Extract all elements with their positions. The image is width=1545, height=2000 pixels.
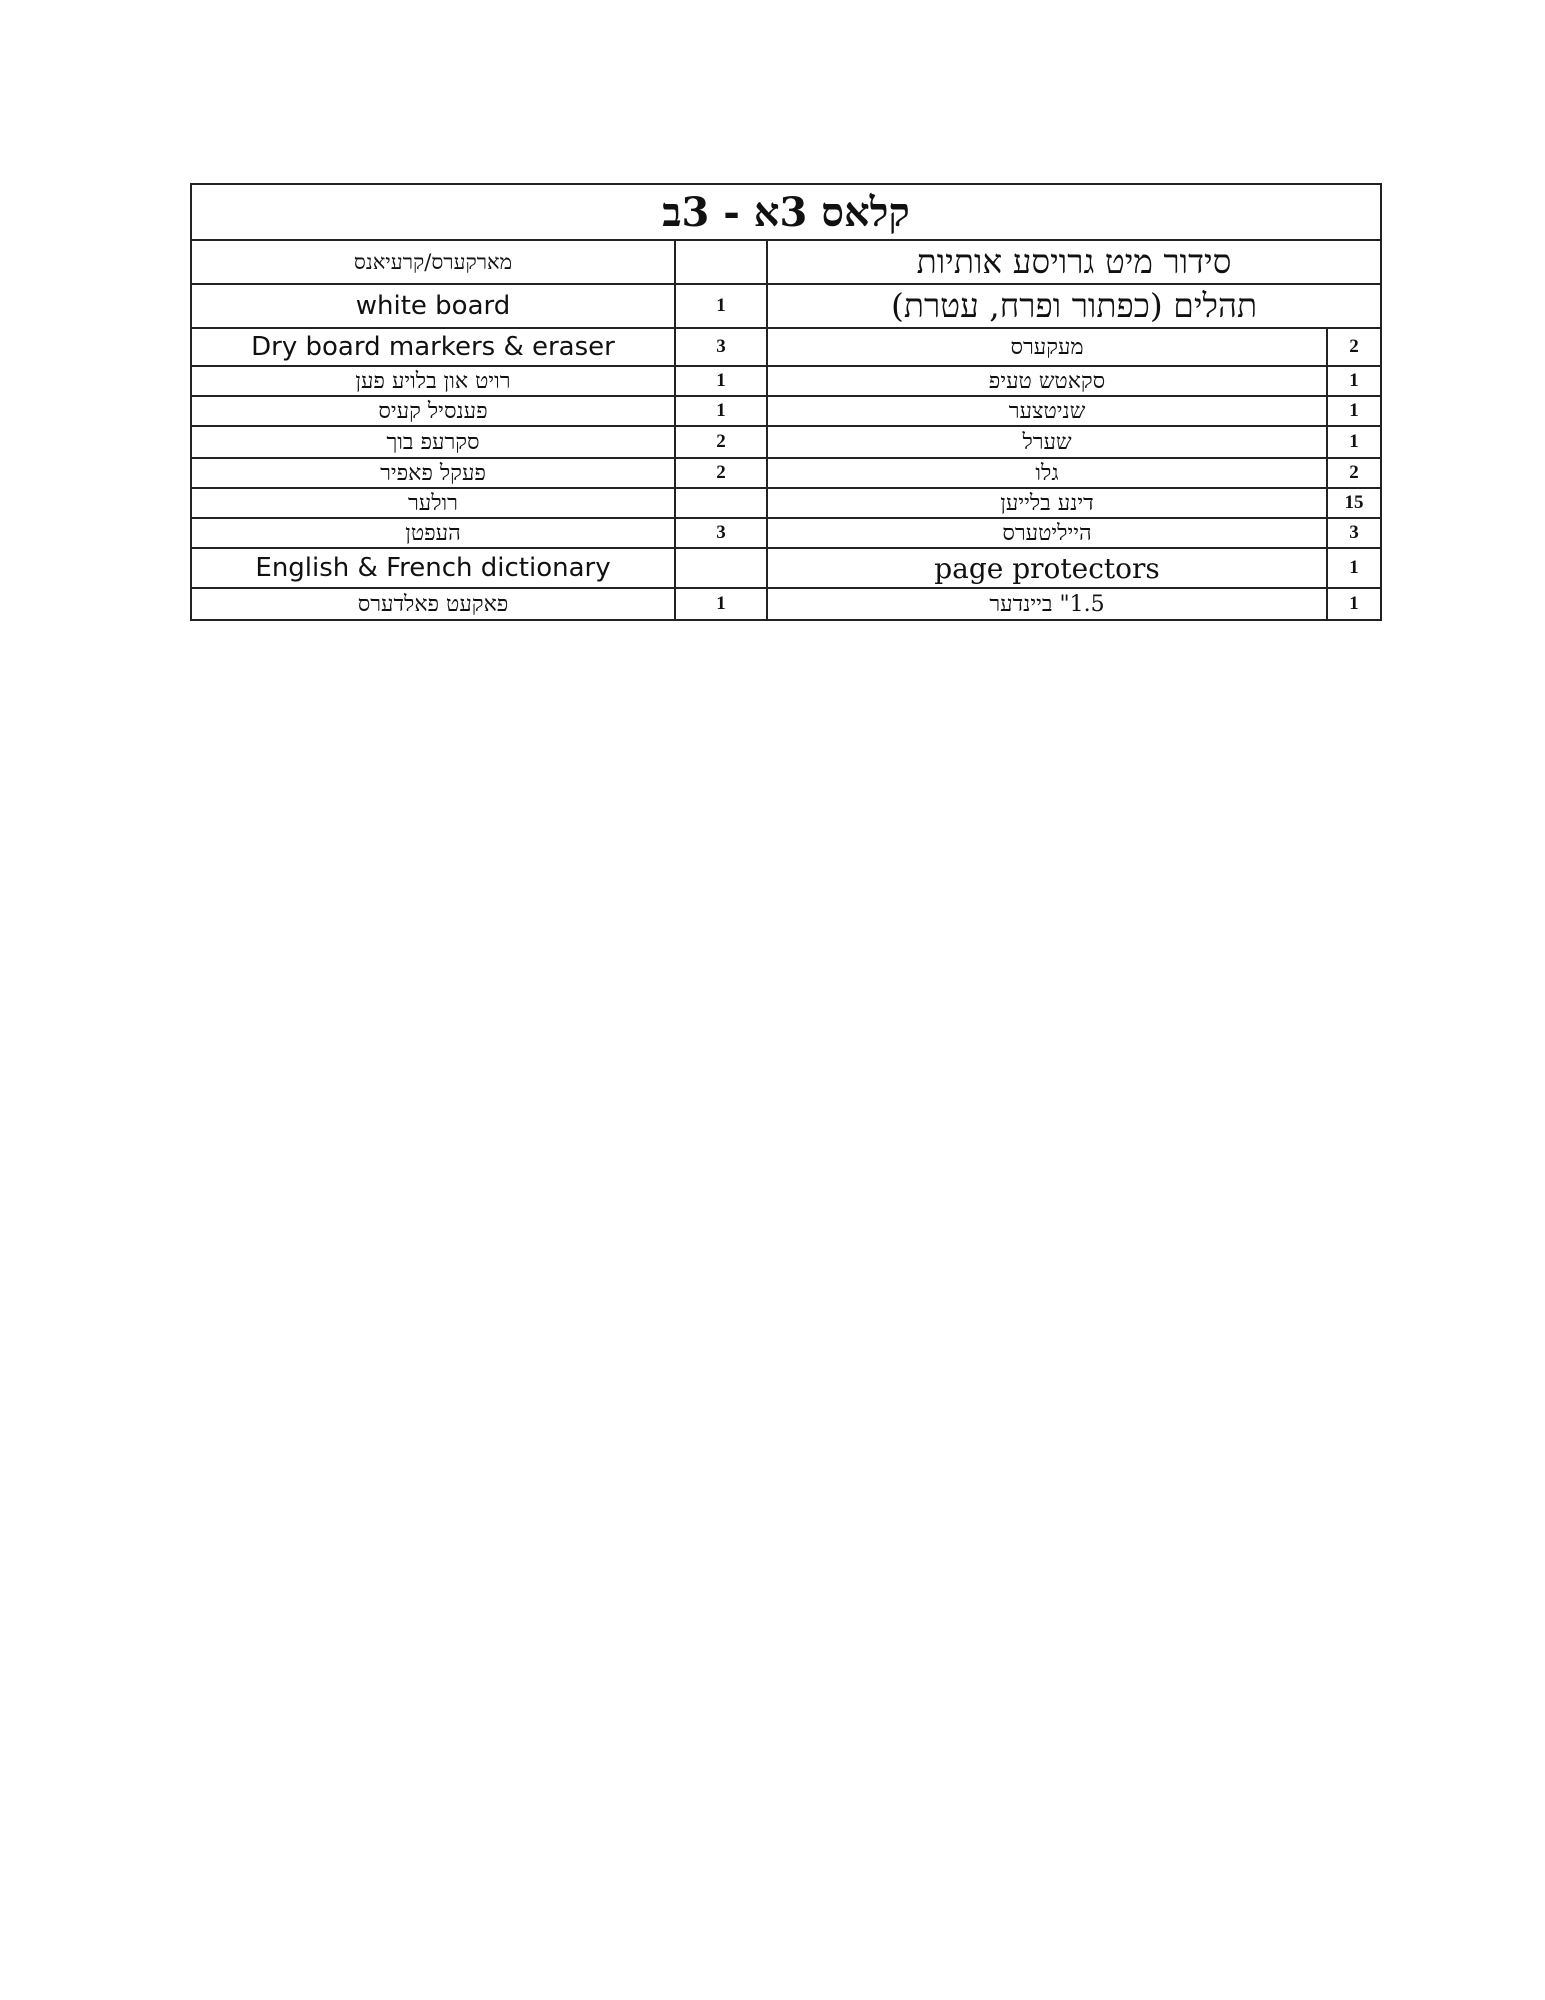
right-item: תהלים (כפתור ופרח, עטרת)	[767, 284, 1381, 328]
table-title: קלאס 3א - 3ב	[191, 184, 1381, 240]
right-qty: 1	[1327, 588, 1381, 620]
right-qty: 1	[1327, 366, 1381, 396]
table-row	[191, 328, 1381, 366]
left-qty	[675, 240, 767, 284]
table-row	[191, 458, 1381, 488]
header-row	[191, 284, 1381, 328]
left-qty: 2	[675, 458, 767, 488]
left-item: פעקל פאפיר	[191, 458, 675, 488]
left-item: רויט און בלויע פען	[191, 366, 675, 396]
left-qty	[675, 548, 767, 588]
right-qty: 1	[1327, 426, 1381, 458]
right-item: הייליטערס	[767, 518, 1327, 548]
left-item: מארקערס/קרעיאנס	[191, 240, 675, 284]
left-qty: 1	[675, 396, 767, 426]
table-row	[191, 588, 1381, 620]
table-row	[191, 518, 1381, 548]
right-item: סידור מיט גרויסע אותיות	[767, 240, 1381, 284]
left-item: פאקעט פאלדערס	[191, 588, 675, 620]
table-row	[191, 548, 1381, 588]
left-item: פענסיל קעיס	[191, 396, 675, 426]
table-row	[191, 366, 1381, 396]
left-item: Dry board markers & eraser	[191, 328, 675, 366]
right-qty: 15	[1327, 488, 1381, 518]
right-qty: 1	[1327, 396, 1381, 426]
table-row	[191, 488, 1381, 518]
right-qty: 3	[1327, 518, 1381, 548]
right-qty: 2	[1327, 328, 1381, 366]
right-item: שניטצער	[767, 396, 1327, 426]
right-item: page protectors	[767, 548, 1327, 588]
left-qty: 1	[675, 366, 767, 396]
right-item: גלו	[767, 458, 1327, 488]
left-qty: 1	[675, 588, 767, 620]
right-item: דינע בלייען	[767, 488, 1327, 518]
table-row	[191, 426, 1381, 458]
left-qty	[675, 488, 767, 518]
left-item: רולער	[191, 488, 675, 518]
right-item: סקאטש טעיפ	[767, 366, 1327, 396]
header-row	[191, 240, 1381, 284]
supply-list-table	[190, 183, 1382, 621]
left-item: העפטן	[191, 518, 675, 548]
left-qty: 3	[675, 518, 767, 548]
table-row	[191, 396, 1381, 426]
title-row	[191, 184, 1381, 240]
left-qty: 2	[675, 426, 767, 458]
left-item: סקרעפ בוך	[191, 426, 675, 458]
left-item: white board	[191, 284, 675, 328]
right-item: 1.5" ביינדער	[767, 588, 1327, 620]
left-qty: 3	[675, 328, 767, 366]
right-qty: 2	[1327, 458, 1381, 488]
right-qty: 1	[1327, 548, 1381, 588]
right-item: שערל	[767, 426, 1327, 458]
left-item: English & French dictionary	[191, 548, 675, 588]
left-qty: 1	[675, 284, 767, 328]
right-item: מעקערס	[767, 328, 1327, 366]
